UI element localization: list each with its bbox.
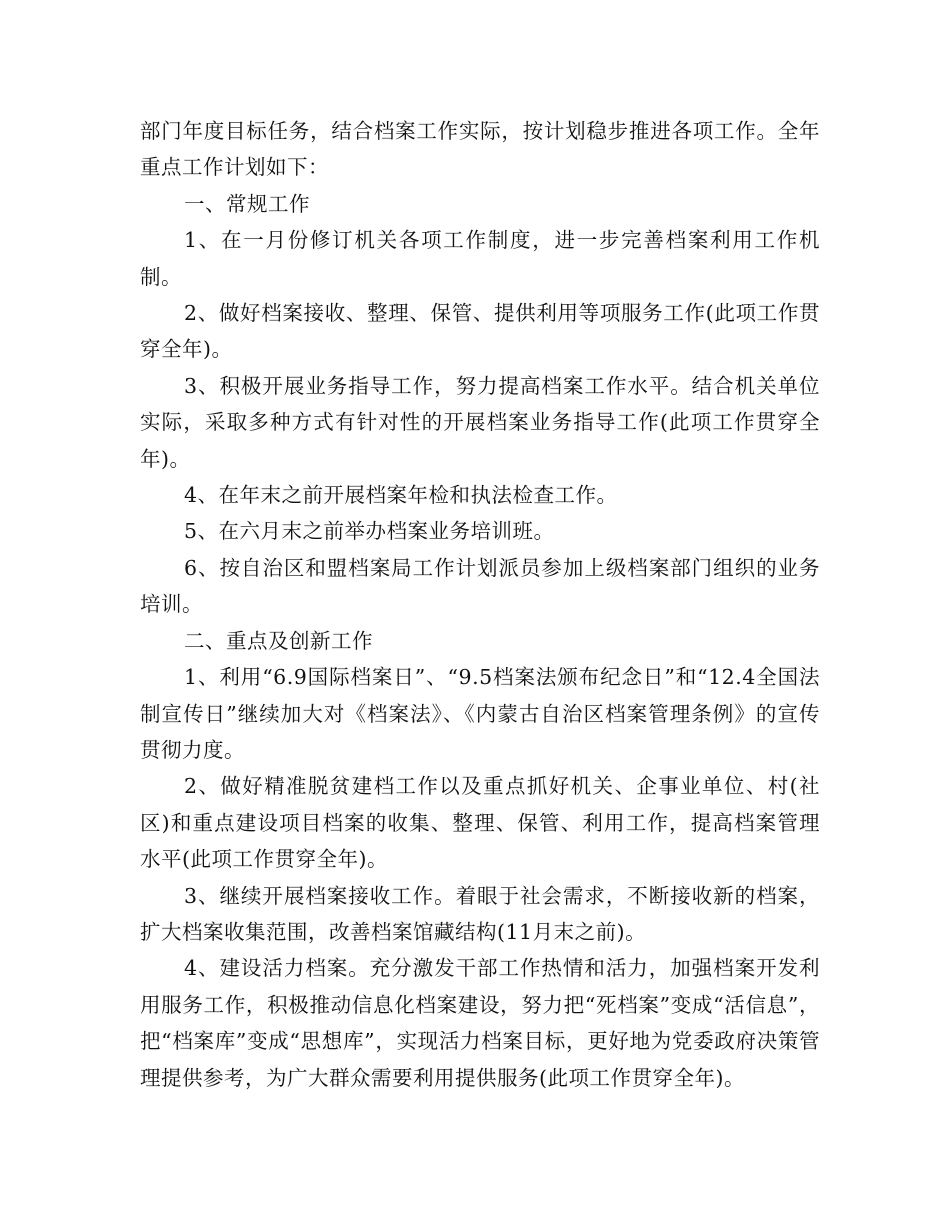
- routine-item-2: 2、做好档案接收、整理、保管、提供利用等项服务工作(此项工作贯穿全年)。: [140, 301, 820, 362]
- key-item-4: 4、建设活力档案。充分激发干部工作热情和活力，加强档案开发利用服务工作，积极推动信息化档案建设，努力把“死档案”变成“活信息”，把“档案库”变成“思想库”，实现活力档案目标，更好地为党委政府决策管理提供参考，为广大群众需要利用提供服务(此项工作贯穿全年)。: [140, 956, 820, 1090]
- routine-item-1: 1、在一月份修订机关各项工作制度，进一步完善档案利用工作机制。: [140, 228, 820, 289]
- key-item-3: 3、继续开展档案接收工作。着眼于社会需求，不断接收新的档案，扩大档案收集范围，改善档案馆藏结构(11月末之前)。: [140, 883, 820, 944]
- routine-item-5: 5、在六月末之前举办档案业务培训班。: [184, 519, 555, 544]
- section-heading-key-innovation-work: 二、重点及创新工作: [184, 628, 373, 653]
- routine-item-6: 6、按自治区和盟档案局工作计划派员参加上级档案部门组织的业务培训。: [140, 555, 820, 617]
- routine-item-3: 3、积极开展业务指导工作，努力提高档案工作水平。结合机关单位实际，采取多种方式有针对性的开展档案业务指导工作(此项工作贯穿全年)。: [140, 373, 820, 471]
- document-body: [140, 113, 820, 1096]
- key-item-2: 2、做好精准脱贫建档工作以及重点抓好机关、企事业单位、村(社区)和重点建设项目档案的收集、整理、保管、利用工作，提高档案管理水平(此项工作贯穿全年)。: [140, 774, 820, 872]
- section-heading-routine-work: 一、常规工作: [184, 191, 310, 216]
- routine-item-4: 4、在年末之前开展档案年检和执法检查工作。: [184, 483, 618, 508]
- key-item-1: 1、利用“6.9国际档案日”、“9.5档案法颁布纪念日”和“12.4全国法制宣传日”继续加大对《档案法》、《内蒙古自治区档案管理条例》的宣传贯彻力度。: [140, 665, 820, 762]
- paragraph-intro: 部门年度目标任务，结合档案工作实际，按计划稳步推进各项工作。全年重点工作计划如下：: [140, 119, 820, 180]
